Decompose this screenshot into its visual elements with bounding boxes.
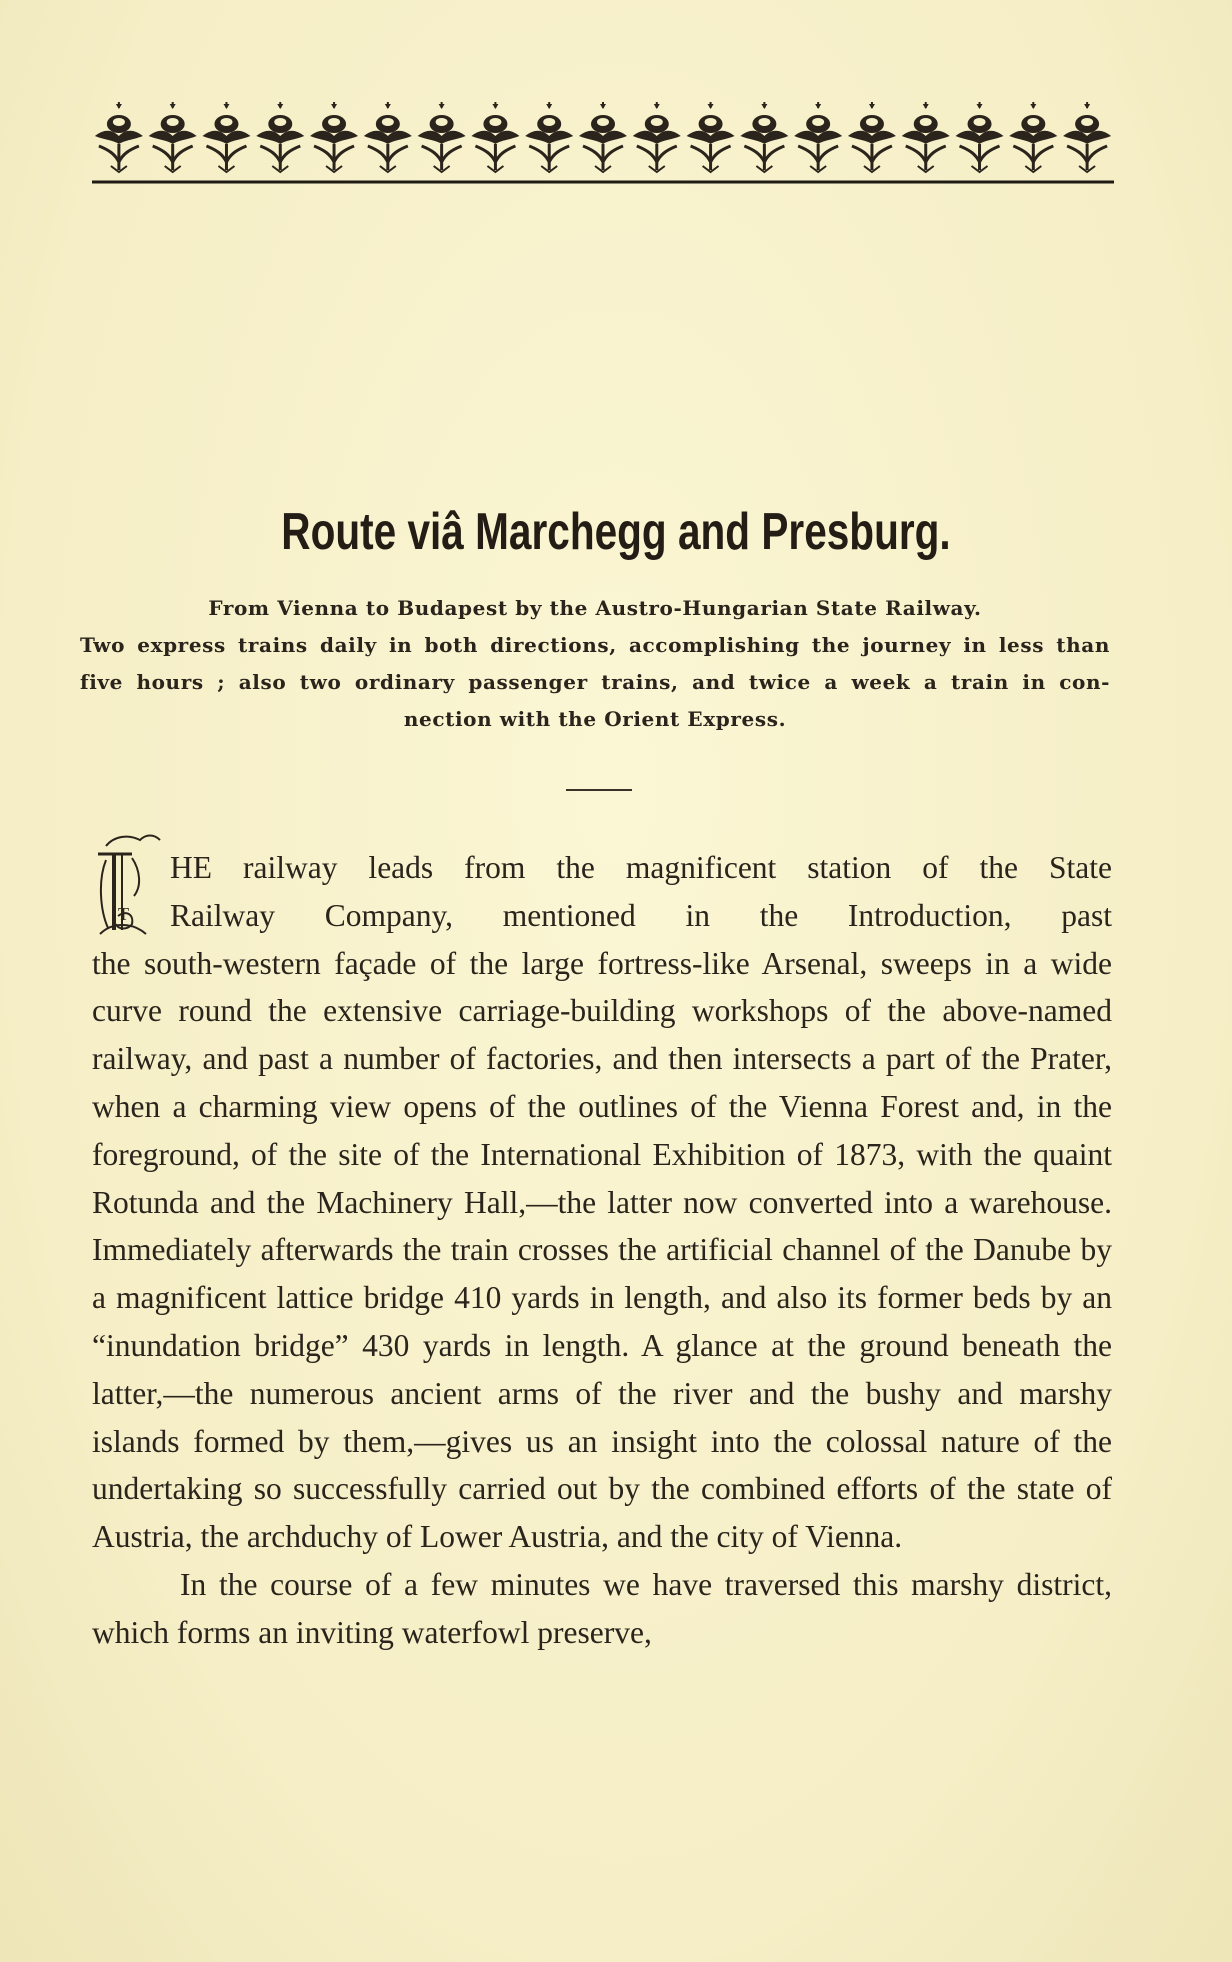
floral-motif-icon (95, 102, 143, 172)
floral-motif-icon (848, 102, 896, 172)
floral-motif-icon (794, 102, 842, 172)
floral-motif-icon (902, 102, 950, 172)
body-paragraph-2: In the course of a few minutes we have traversed this marshy district, which forms an inviting waterfowl preserve, (92, 1566, 1112, 1650)
floral-motif-icon (740, 102, 788, 172)
floral-motif-icon (633, 102, 681, 172)
floral-motif-icon (1063, 102, 1111, 172)
summary-line-3: five hours ; also two ordinary passenger trains, and twice a week a train in con- (80, 670, 1110, 694)
body-paragraph-1: the south-western façade of the large fortress-like Arsenal, sweeps in a wide curve round the extensive carriage-building workshops of the above-named railway, and past a number of factories, and then intersects a part of the Prater, when a charming view opens of the outlines of the Vienna Forest and, in the foreground, of the site of the International Exhibition of 1873, with the quaint Rotunda and the Machinery Hall,—the latter now converted into a warehouse. Immediately afterwards the train crosses the artificial channel of the Danube by a magnificent lattice bridge 410 yards in length, and also its former beds by an “inundation bridge” 430 yards in length. A glance at the ground beneath the latter,—the numerous ancient arms of the river and the bushy and marshy islands formed by them,—gives us an insight into the colossal nature of the undertaking so successfully carried out by the combined efforts of the state of Austria, the archduchy of Lower Austria, and the city of Vienna. (92, 945, 1112, 1555)
body-text (92, 844, 1112, 1657)
floral-motif-icon (418, 102, 466, 172)
floral-motif-icon (579, 102, 627, 172)
summary-line-2: Two express trains daily in both directions, accomplishing the journey in less than (80, 633, 1110, 657)
floral-motif-icon (149, 102, 197, 172)
floral-motif-icon (202, 102, 250, 172)
floral-motif-icon (956, 102, 1004, 172)
floral-motif-icon (310, 102, 358, 172)
floral-border-ornament (92, 100, 1114, 188)
body-line-2: Railway Company, mentioned in the Introduction, past (170, 897, 1112, 933)
section-divider (566, 789, 632, 791)
summary-line-1: From Vienna to Budapest by the Austro-Hungarian State Railway. (208, 596, 982, 620)
body-line-1: HE railway leads from the magnificent station of the State (170, 850, 1112, 885)
floral-motif-icon (687, 102, 735, 172)
floral-motif-icon (256, 102, 304, 172)
summary-line-4: nection with the Orient Express. (403, 707, 787, 731)
floral-motif-icon (525, 102, 573, 172)
floral-motif-icon (471, 102, 519, 172)
floral-motif-icon (1009, 102, 1057, 172)
page-title: Route viâ Marchegg and Presburg. (281, 503, 951, 561)
route-summary (80, 590, 1110, 738)
floral-motif-icon (364, 102, 412, 172)
floral-border-icon (95, 102, 1111, 172)
dropcap-letter: T (118, 904, 129, 924)
